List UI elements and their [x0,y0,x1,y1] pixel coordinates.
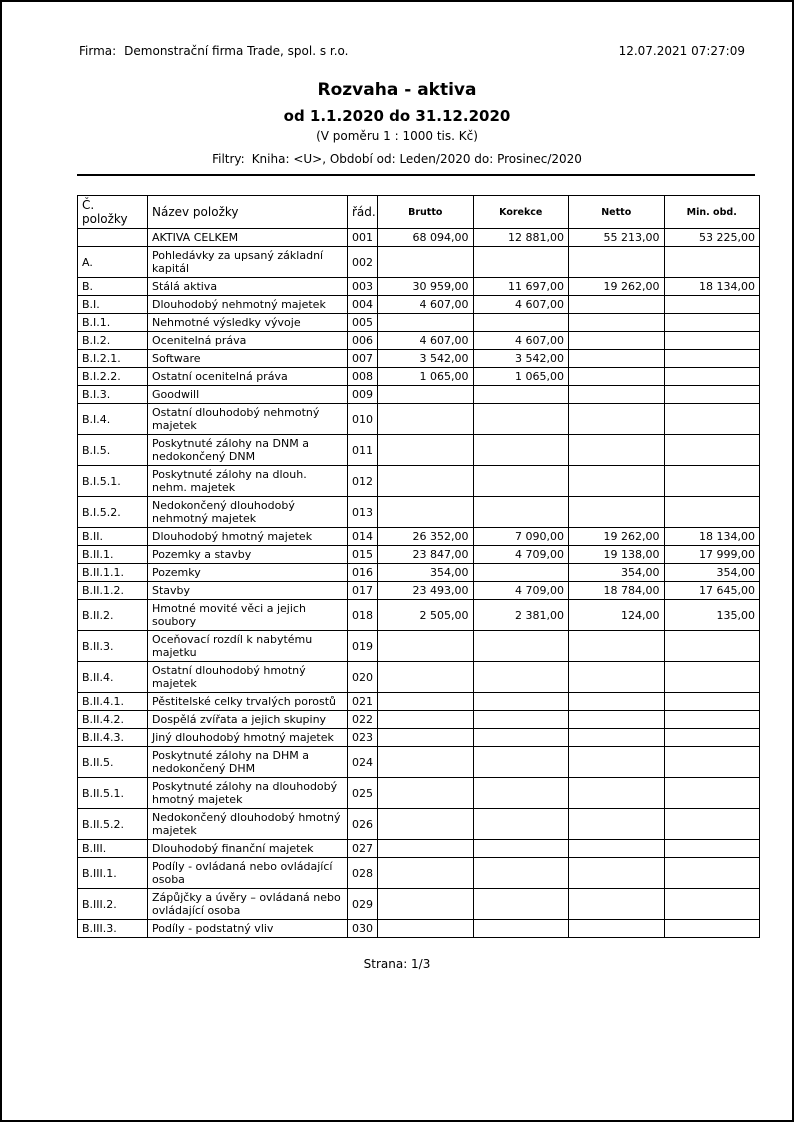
cell-netto [569,368,665,386]
cell-item-number: B.I.5.1. [78,466,148,497]
table-row [78,920,760,938]
table-row [78,404,760,435]
cell-line: 006 [348,332,378,350]
cell-brutto [378,747,474,778]
cell-item-name: Ocenitelná práva [148,332,348,350]
cell-line: 015 [348,546,378,564]
cell-item-number: B.II.4.3. [78,729,148,747]
cell-line: 012 [348,466,378,497]
cell-netto [569,497,665,528]
cell-korekce [473,747,569,778]
filters-label: Filtry: [212,152,245,166]
cell-netto [569,435,665,466]
cell-brutto: 354,00 [378,564,474,582]
cell-min-obd [664,889,760,920]
cell-line: 007 [348,350,378,368]
cell-korekce: 4 607,00 [473,296,569,314]
cell-min-obd: 18 134,00 [664,278,760,296]
cell-korekce [473,247,569,278]
cell-item-number: B.III.3. [78,920,148,938]
cell-brutto [378,497,474,528]
cell-netto [569,247,665,278]
table-row [78,564,760,582]
cell-min-obd [664,693,760,711]
cell-netto [569,332,665,350]
table-row [78,350,760,368]
cell-item-name: Podíly - ovládaná nebo ovládající osoba [148,858,348,889]
cell-netto [569,314,665,332]
column-header-item-name: Název položky [148,196,348,229]
cell-korekce [473,314,569,332]
cell-item-number [78,229,148,247]
cell-item-name: Zápůjčky a úvěry – ovládaná nebo ovládající osoba [148,889,348,920]
cell-item-number: B.I.2. [78,332,148,350]
cell-korekce [473,920,569,938]
cell-netto [569,350,665,368]
cell-item-name: Hmotné movité věci a jejich soubory [148,600,348,631]
cell-min-obd [664,368,760,386]
cell-brutto [378,809,474,840]
cell-brutto [378,693,474,711]
cell-item-number: B.I.5.2. [78,497,148,528]
cell-brutto [378,404,474,435]
cell-brutto: 68 094,00 [378,229,474,247]
cell-item-name: Nedokončený dlouhodobý nehmotný majetek [148,497,348,528]
cell-line: 003 [348,278,378,296]
cell-brutto [378,858,474,889]
column-header-item-number: Č. položky [78,196,148,229]
table-row [78,314,760,332]
cell-item-name: Software [148,350,348,368]
cell-netto: 55 213,00 [569,229,665,247]
cell-korekce [473,497,569,528]
cell-line: 020 [348,662,378,693]
cell-line: 028 [348,858,378,889]
cell-item-number: B.I.1. [78,314,148,332]
cell-korekce: 4 709,00 [473,582,569,600]
cell-korekce [473,729,569,747]
cell-min-obd [664,466,760,497]
print-datetime: 12.07.2021 07:27:09 [618,44,745,58]
cell-korekce: 3 542,00 [473,350,569,368]
cell-korekce [473,693,569,711]
cell-item-number: B.I.5. [78,435,148,466]
cell-korekce: 7 090,00 [473,528,569,546]
column-header-brutto: Brutto [378,196,474,229]
cell-line: 013 [348,497,378,528]
cell-line: 009 [348,386,378,404]
cell-line: 017 [348,582,378,600]
cell-netto [569,631,665,662]
page-number: Strana: 1/3 [363,957,431,971]
cell-line: 027 [348,840,378,858]
cell-netto [569,693,665,711]
cell-line: 030 [348,920,378,938]
cell-line: 001 [348,229,378,247]
cell-item-name: Ostatní dlouhodobý hmotný majetek [148,662,348,693]
table-row [78,858,760,889]
cell-item-number: B.II.1.1. [78,564,148,582]
cell-item-number: B.III. [78,840,148,858]
cell-line: 024 [348,747,378,778]
cell-item-number: B.II.5.1. [78,778,148,809]
cell-min-obd [664,840,760,858]
cell-brutto: 23 847,00 [378,546,474,564]
cell-item-name: Poskytnuté zálohy na dlouh. nehm. majetek [148,466,348,497]
cell-korekce: 1 065,00 [473,368,569,386]
cell-item-name: Pozemky a stavby [148,546,348,564]
cell-min-obd [664,858,760,889]
header-separator-rule [77,174,755,176]
cell-netto [569,729,665,747]
cell-item-number: B.II.4. [78,662,148,693]
table-row [78,809,760,840]
cell-min-obd [664,920,760,938]
cell-min-obd [664,631,760,662]
cell-korekce [473,564,569,582]
cell-item-number: B.II.4.2. [78,711,148,729]
ratio-note: (V poměru 1 : 1000 tis. Kč) [316,129,478,143]
cell-min-obd [664,711,760,729]
cell-item-name: Dlouhodobý finanční majetek [148,840,348,858]
balance-sheet-table [77,195,760,938]
cell-line: 011 [348,435,378,466]
cell-item-number: B.II.2. [78,600,148,631]
column-header-korekce: Korekce [473,196,569,229]
cell-item-name: Poskytnuté zálohy na DHM a nedokončený DHM [148,747,348,778]
cell-line: 021 [348,693,378,711]
cell-line: 016 [348,564,378,582]
cell-netto: 124,00 [569,600,665,631]
cell-item-number: B.I.2.1. [78,350,148,368]
table-row [78,889,760,920]
cell-min-obd [664,778,760,809]
filters-line [2,152,792,166]
cell-netto [569,858,665,889]
table-row [78,546,760,564]
cell-netto [569,747,665,778]
cell-item-number: B.II.5.2. [78,809,148,840]
cell-line: 005 [348,314,378,332]
cell-brutto: 4 607,00 [378,332,474,350]
cell-korekce: 4 607,00 [473,332,569,350]
cell-netto [569,840,665,858]
table-row [78,332,760,350]
cell-brutto [378,466,474,497]
cell-min-obd [664,404,760,435]
cell-item-name: Dlouhodobý hmotný majetek [148,528,348,546]
cell-item-name: Oceňovací rozdíl k nabytému majetku [148,631,348,662]
cell-item-number: B.III.2. [78,889,148,920]
cell-korekce [473,889,569,920]
table-row [78,435,760,466]
cell-item-name: Ostatní ocenitelná práva [148,368,348,386]
report-period: od 1.1.2020 do 31.12.2020 [283,107,511,125]
cell-netto: 19 262,00 [569,278,665,296]
cell-line: 022 [348,711,378,729]
table-row [78,278,760,296]
table-header-row [78,196,760,229]
cell-min-obd [664,662,760,693]
cell-line: 023 [348,729,378,747]
cell-brutto: 4 607,00 [378,296,474,314]
cell-min-obd: 17 999,00 [664,546,760,564]
cell-line: 008 [348,368,378,386]
cell-item-name: Stavby [148,582,348,600]
cell-korekce [473,386,569,404]
table-row [78,368,760,386]
cell-min-obd [664,386,760,404]
cell-korekce [473,662,569,693]
cell-netto [569,889,665,920]
cell-min-obd: 53 225,00 [664,229,760,247]
column-header-netto: Netto [569,196,665,229]
filters-value: Kniha: <U>, Období od: Leden/2020 do: Prosinec/2020 [251,152,582,166]
cell-item-number: B.II.1.2. [78,582,148,600]
cell-brutto: 3 542,00 [378,350,474,368]
cell-brutto: 23 493,00 [378,582,474,600]
cell-item-number: B.III.1. [78,858,148,889]
cell-brutto: 26 352,00 [378,528,474,546]
table-row [78,711,760,729]
cell-min-obd [664,729,760,747]
cell-netto [569,778,665,809]
cell-korekce [473,858,569,889]
table-row [78,747,760,778]
cell-min-obd [664,314,760,332]
cell-item-number: B.II.3. [78,631,148,662]
column-header-line: řád. [348,196,378,229]
cell-min-obd [664,296,760,314]
cell-brutto: 1 065,00 [378,368,474,386]
cell-brutto: 30 959,00 [378,278,474,296]
cell-line: 025 [348,778,378,809]
cell-korekce [473,840,569,858]
cell-item-name: Pozemky [148,564,348,582]
cell-item-name: Stálá aktiva [148,278,348,296]
cell-netto: 19 138,00 [569,546,665,564]
table-row [78,528,760,546]
cell-item-name: Dospělá zvířata a jejich skupiny [148,711,348,729]
cell-item-number: B.II.1. [78,546,148,564]
table-row [78,497,760,528]
cell-min-obd: 17 645,00 [664,582,760,600]
cell-netto [569,711,665,729]
cell-item-name: AKTIVA CELKEM [148,229,348,247]
table-row [78,386,760,404]
cell-item-number: A. [78,247,148,278]
cell-min-obd [664,747,760,778]
cell-netto: 354,00 [569,564,665,582]
cell-item-name: Pěstitelské celky trvalých porostů [148,693,348,711]
cell-netto: 18 784,00 [569,582,665,600]
table-row [78,582,760,600]
cell-brutto [378,729,474,747]
cell-brutto [378,631,474,662]
cell-min-obd: 18 134,00 [664,528,760,546]
cell-item-number: B. [78,278,148,296]
cell-min-obd [664,332,760,350]
cell-min-obd [664,247,760,278]
cell-item-number: B.I.3. [78,386,148,404]
cell-item-name: Ostatní dlouhodobý nehmotný majetek [148,404,348,435]
cell-line: 026 [348,809,378,840]
cell-min-obd: 354,00 [664,564,760,582]
cell-netto [569,809,665,840]
cell-line: 010 [348,404,378,435]
cell-line: 014 [348,528,378,546]
cell-netto [569,920,665,938]
cell-korekce: 11 697,00 [473,278,569,296]
cell-item-name: Nedokončený dlouhodobý hmotný majetek [148,809,348,840]
cell-netto [569,662,665,693]
cell-item-number: B.I.2.2. [78,368,148,386]
cell-netto: 19 262,00 [569,528,665,546]
cell-netto [569,404,665,435]
cell-brutto [378,314,474,332]
cell-line: 029 [348,889,378,920]
cell-item-name: Poskytnuté zálohy na DNM a nedokončený DNM [148,435,348,466]
report-header-line [79,44,745,58]
table-row [78,840,760,858]
cell-korekce [473,631,569,662]
cell-item-number: B.II.5. [78,747,148,778]
column-header-min-obd: Min. obd. [664,196,760,229]
cell-korekce: 2 381,00 [473,600,569,631]
table-row [78,229,760,247]
cell-brutto [378,778,474,809]
cell-brutto [378,920,474,938]
cell-korekce [473,711,569,729]
cell-item-name: Pohledávky za upsaný základní kapitál [148,247,348,278]
cell-item-name: Nehmotné výsledky vývoje [148,314,348,332]
cell-brutto [378,889,474,920]
cell-korekce: 4 709,00 [473,546,569,564]
firm-label: Firma: [79,44,117,58]
cell-item-number: B.I.4. [78,404,148,435]
cell-netto [569,296,665,314]
cell-line: 018 [348,600,378,631]
cell-item-name: Dlouhodobý nehmotný majetek [148,296,348,314]
cell-brutto: 2 505,00 [378,600,474,631]
cell-min-obd [664,435,760,466]
cell-brutto [378,386,474,404]
table-row [78,247,760,278]
table-row [78,631,760,662]
cell-netto [569,466,665,497]
cell-line: 019 [348,631,378,662]
table-row [78,600,760,631]
firm-line [79,44,348,58]
cell-korekce [473,404,569,435]
cell-item-name: Jiný dlouhodobý hmotný majetek [148,729,348,747]
table-row [78,778,760,809]
table-row [78,662,760,693]
firm-name: Demonstrační firma Trade, spol. s r.o. [124,44,349,58]
cell-item-number: B.I. [78,296,148,314]
cell-min-obd [664,497,760,528]
cell-item-number: B.II.4.1. [78,693,148,711]
cell-line: 004 [348,296,378,314]
report-title: Rozvaha - aktiva [317,80,477,100]
table-row [78,466,760,497]
cell-brutto [378,711,474,729]
cell-netto [569,386,665,404]
cell-item-name: Podíly - podstatný vliv [148,920,348,938]
cell-korekce: 12 881,00 [473,229,569,247]
table-row [78,729,760,747]
table-row [78,693,760,711]
cell-brutto [378,840,474,858]
cell-item-name: Poskytnuté zálohy na dlouhodobý hmotný majetek [148,778,348,809]
cell-item-name: Goodwill [148,386,348,404]
cell-brutto [378,662,474,693]
cell-line: 002 [348,247,378,278]
cell-korekce [473,435,569,466]
cell-item-number: B.II. [78,528,148,546]
cell-korekce [473,466,569,497]
cell-min-obd: 135,00 [664,600,760,631]
cell-brutto [378,435,474,466]
cell-min-obd [664,350,760,368]
cell-min-obd [664,809,760,840]
cell-brutto [378,247,474,278]
cell-korekce [473,809,569,840]
table-row [78,296,760,314]
cell-korekce [473,778,569,809]
